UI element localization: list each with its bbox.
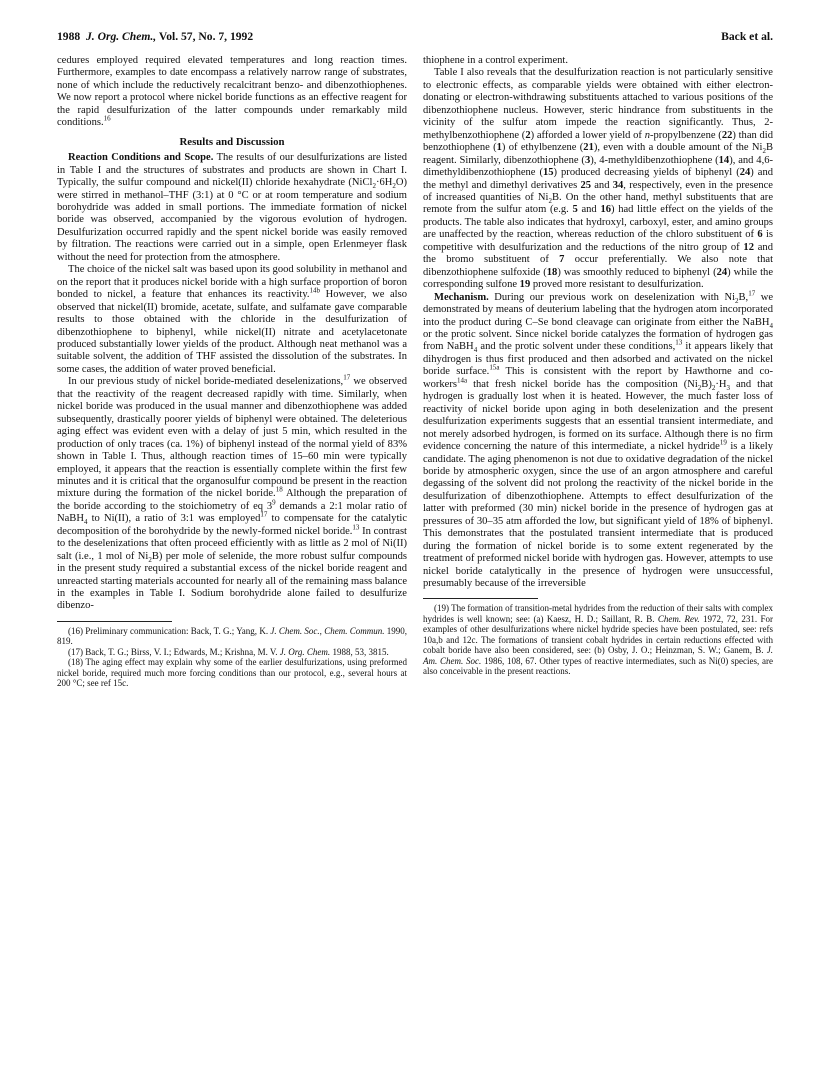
header-authors: Back et al. bbox=[721, 30, 773, 43]
paragraph-mechanism: Mechanism. During our previous work on deselenization with $Ni_2B,^{17}$ we demonstrated by means of deuterium labeling that the hydrogen atom incorporated into the product during C–Se bond cleavage can originate from either the NaBH$_4$ or the protic solvent. Since nickel boride catalyzes the formation of hydrogen gas from NaBH$_4$ and the protic solvent under these conditions,$^{13}$ it appears likely that dihydrogen is thus first produced and then adsorbed and activated on the nickel boride surface.$^{15a}$ This is consistent with the report by Hawthorne and co-workers$^{14a}$ that fresh nickel boride has the composition $(Ni_2B)_2\cdot H_3$ and that hydrogen is gradually lost when it is heated. However, the much faster loss of reactivity of nickel boride upon aging in both deselenization and the present desulfurization experiments suggests that an essential transient intermediate, and not merely adsorbed hydrogen, is formed on its surface. Although there is no firm evidence concerning the nature of this intermediate, a nickel hydride$^{19}$ is a likely candidate. The aging phenomenon is not due to oxidative degradation of the nickel boride by atmospheric oxygen, since the use of an argon atmosphere and careful degassing of the solvent did not prolong the reactivity of the nickel boride in the desulfurization of dibenzothiophene. Attempts to effect desulfurization of the latter with preformed (30 min) nickel boride in the presence of hydrogen gas at pressures of 30–35 atm afforded the low, but significant yield of 18% of biphenyl. This demonstrates that the postulated transient intermediate that is produced during the formation of nickel boride is to some extent regenerated by the treatment of preformed nickel boride with hydrogen gas. However, attempts to use nickel boride catalytically in the presence of hydrogen were unsuccessful, presumably because of the irreversible bbox=[423, 289, 774, 590]
paragraph-continuation: thiophene in a control experiment. bbox=[423, 55, 568, 66]
paragraph-nickel-salt: The choice of the nickel salt was based upon its good solubility in methanol and on the report that it produces nickel boride with a high surface proportion of boron bonded to nickel, a feature that enhances its reactivity.$^{14b}$ However, we also observed that nickel(II) bromide, acetate, sulfate, and sulfamate gave comparable results to those obtained with the chloride in the desulfurization of dibenzothiophene to biphenyl, while nickel(II) nitrate and acetylacetonate produced substantially lower yields of the product. Although neat methanol was a suitable solvent, the addition of THF assisted the dissolution of the substrates. In some cases, the addition of water proved beneficial. bbox=[57, 264, 407, 375]
runin-heading-mechanism: Mechanism. bbox=[434, 291, 489, 303]
footnote-18: (18) The aging effect may explain why some of the earlier desulfurizations, using preformed nickel boride, required much more forcing conditions than our protocol, e.g., several hours at 200 °C; see ref 15c. bbox=[57, 657, 407, 688]
footnote-17: (17) Back, T. G.; Birss, V. I.; Edwards, M.; Krishna, M. V. J. Org. Chem. 1988, 53, 3815. bbox=[68, 646, 389, 657]
footnote-16: (16) Preliminary communication: Back, T. G.; Yang, K. J. Chem. Soc., Chem. Commun. 1990, 819. bbox=[57, 625, 408, 647]
left-column bbox=[57, 55, 407, 688]
footnote-19: (19) The formation of transition-metal hydrides from the reduction of their salts with complex hydrides is well known; see: (a) Kaesz, H. D.; Saillant, R. B. Chem. Rev. 1972, 72, 231. For examples of other desulfurizations where nickel hydride species have been postulated, see: refs 10a,b and 12c. The formations of transient cobalt hydrides in certain reductions effected with cobalt boride have also been considered, see: (b) Osby, J. O.; Heinzman, S. W.; Ganem, B. J. Am. Chem. Soc. 1986, 108, 67. Other types of reactive intermediates, such as Ni(0) species, are also conceivable in the present reactions. bbox=[423, 603, 773, 676]
paragraph-previous-study: In our previous study of nickel boride-mediated deselenizations,$^{17}$ we observed that the reactivity of the reagent decreased rapidly with time. Similarly, when nickel boride was produced in the usual manner and dibenzothiophene was added subsequently, drastically poorer yields of biphenyl were obtained. The deleterious aging effect was evident even with a delay of just 5 min, which resulted in the production of only traces (ca. 1%) of biphenyl instead of the normal yield of 83% shown in Table I. Thus, although reaction times of 15–60 min were typically employed, it appears that the reaction is essentially complete within the first few minutes and it is critical that the organosulfur compound be present in the reaction mixture during the formation of the nickel boride.$^{18}$ Although the preparation of the boride according to the stoichiometry of eq $3^9$ demands a 2:1 molar ratio of NaBH$_4$ to Ni(II), a ratio of 3:1 was employed$^{17}$ to compensate for the catalytic decomposition of the borohydride by the newly-formed nickel boride.$^{13}$ In contrast to the deselenizations that often proceed efficiently with as little as 2 mol of Ni(II) salt (i.e., 1 mol of $Ni_2B$) per mole of selenide, the more robust sulfur compounds in the present study required a substantial excess of the nickel boride reagent and unreacted starting materials accounted for nearly all of the remaining mass balance in the examples in Table I. Sodium borohydride alone failed to desulfurize dibenzo- bbox=[57, 373, 407, 612]
paragraph-table-analysis: Table I also reveals that the desulfurization reaction is not particularly sensitive to electronic effects, as comparable yields were obtained with either electron-donating or electron-withdrawing substituents attached to various positions of the dibenzothiophene nucleus. However, steric hindrance from substituents in the vicinity of the sulfur atom impede the reaction significantly. Thus, 2-methylbenzothiophene (2) afforded a lower yield of n-propylbenzene (22) than did benzothiophene (1) of ethylbenzene (21), even with a double amount of the $Ni_2B$ reagent. Similarly, dibenzothiophene (3), 4-methyldibenzothiophene (14), and 4,6-dimethyldibenzothiophene (15) produced decreasing yields of biphenyl (24) and the methyl and dimethyl derivatives 25 and 34, respectively, even in the presence of increased quantities of $Ni_2B$. On the other hand, methyl substituents that are remote from the sulfur atom (e.g. 5 and 16) had little effect on the yields of the products. The table also indicates that hydroxyl, carboxyl, ester, and amino groups are unaffected by the reaction, whereas reduction of the chloro substituent of 6 is competitive with desulfurization and the reductions of the nitro group of 12 and the bromo substituent of 7 occur preferentially. We also note that dibenzothiophene sulfoxide (18) was smoothly reduced to biphenyl (24) while the corresponding sulfone 19 proved more resistant to desulfurization. bbox=[423, 67, 774, 291]
runin-heading-reaction: Reaction Conditions and Scope. bbox=[68, 152, 214, 164]
running-header bbox=[57, 30, 773, 46]
volume-info: Vol. 57, No. 7, 1992 bbox=[156, 30, 254, 43]
section-heading: Results and Discussion bbox=[179, 135, 285, 148]
right-column bbox=[423, 55, 773, 676]
paragraph-reaction-conditions: Reaction Conditions and Scope. The results of our desulfurizations are listed in Table I and the structures of substrates and products are shown in Chart I. Typically, the sulfur compound and nickel(II) chloride hexahydrate $(NiCl_2\cdot 6H_2O)$ were stirred in methanol–THF (3:1) at 0 °C or at room temperature and sodium borohydride was added in small portions. The immediate formation of nickel boride was observed, accompanied by the vigorous evolution of hydrogen. Desulfurization occurred rapidly and the spent nickel boride was easily removed by filtration. The reactions were carried out in a simple, open Erlenmeyer flask without the need for protection from the atmosphere. bbox=[57, 152, 407, 263]
footnote-rule bbox=[57, 621, 172, 622]
header-left bbox=[57, 30, 253, 43]
footnote-rule bbox=[423, 598, 538, 599]
page-number: 1988 bbox=[57, 30, 81, 43]
paragraph-intro-end: cedures employed required elevated temperatures and long reaction times. Furthermore, examples to date encompass a relatively narrow range of substrates, none of which include the reductively recalcitrant benzo- and dibenzothiophenes. We now report a protocol where nickel boride functions as an effective reagent for the rapid desulfurization of the latter compounds under remarkably mild conditions.$^{16}$ bbox=[57, 55, 407, 129]
journal-name: J. Org. Chem., bbox=[85, 30, 157, 43]
